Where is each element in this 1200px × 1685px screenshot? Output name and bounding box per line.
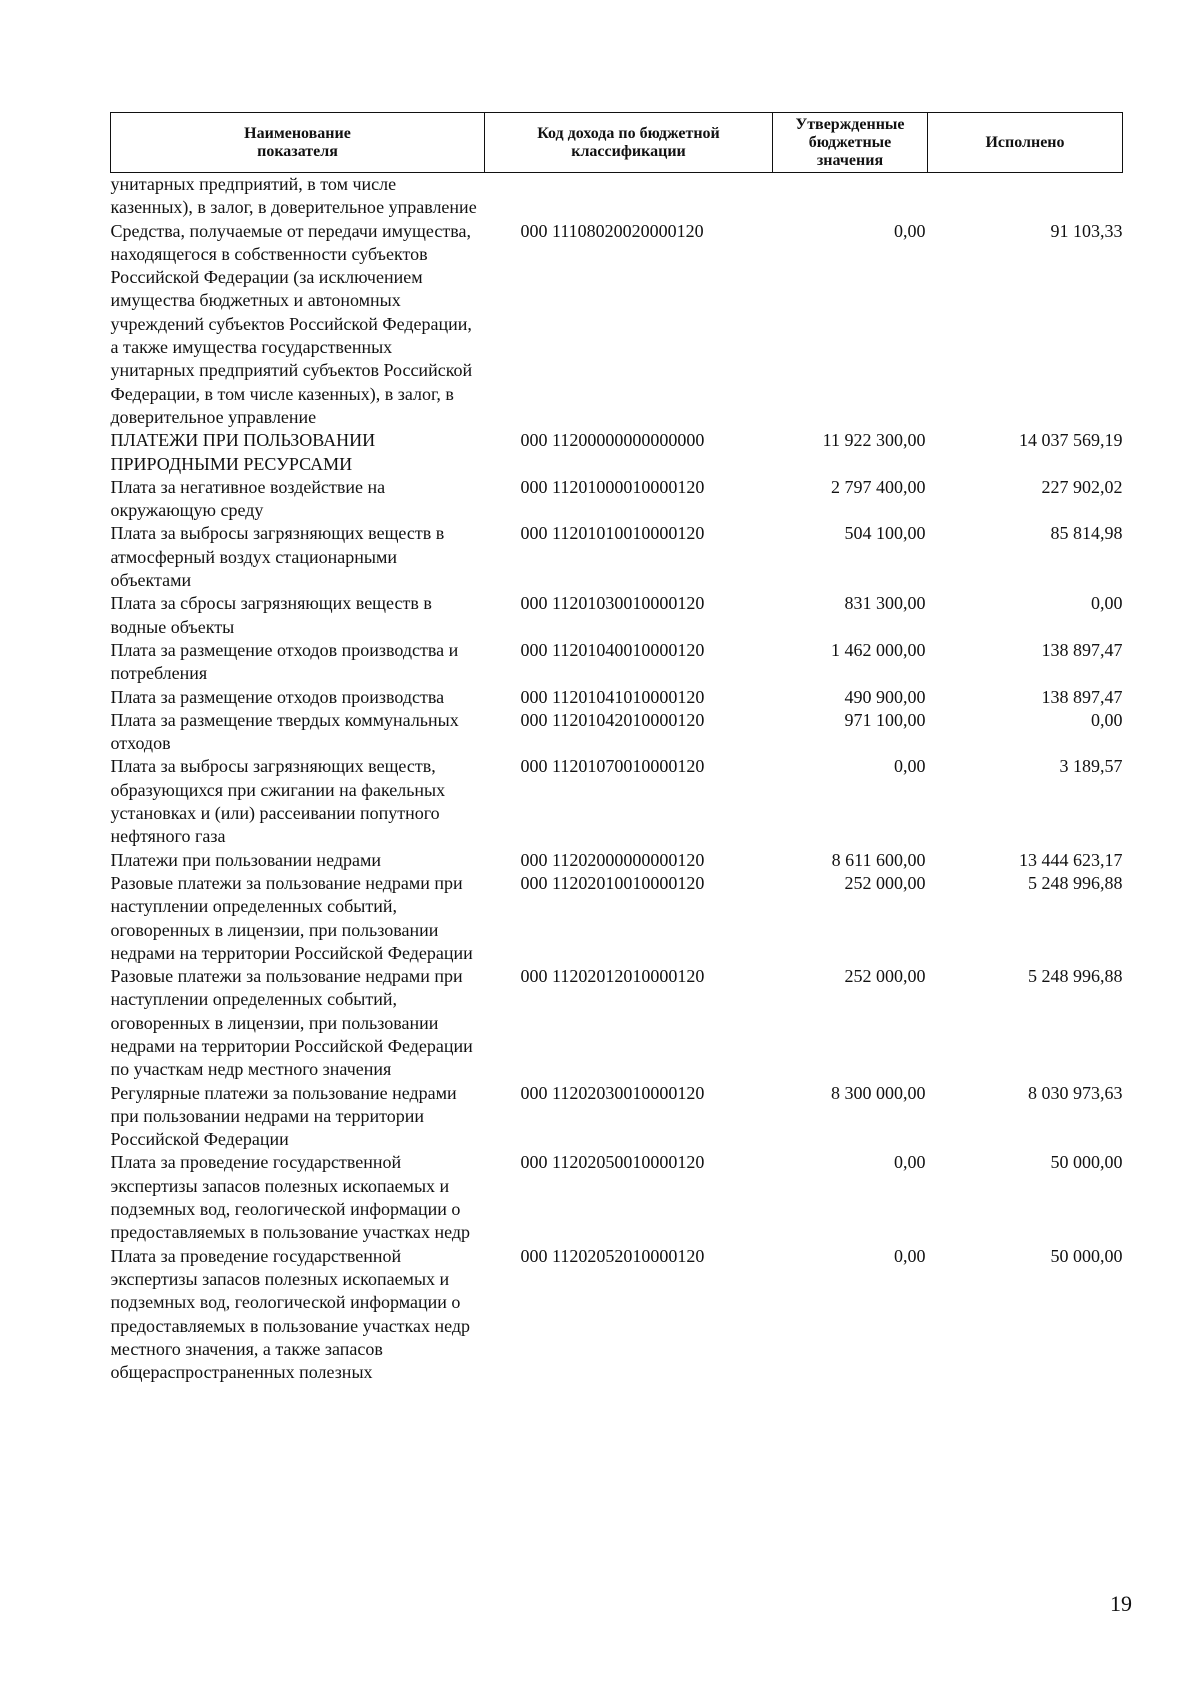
- cell-done: 13 444 623,17: [1019, 849, 1123, 870]
- cell-name: Плата за размещение отходов производства: [110, 686, 445, 707]
- cell-plan: 8 300 000,00: [831, 1082, 926, 1103]
- cell-plan: 1 462 000,00: [831, 639, 926, 660]
- cell-code: 000 11200000000000000: [520, 430, 705, 451]
- table-row: [111, 522, 1123, 592]
- table-row: [111, 709, 1123, 756]
- cell-name: Средства, получаемые от передачи имущества, находящегося в собственности субъектов Российской Федерации (за исключением имущества бюджетных и автономных учреждений субъектов Российской Федерации, а также имущества государственных унитарных предприятий субъектов Российской Федерации, в том числе казенных), в залог, в доверительное управление: [110, 220, 473, 427]
- cell-code: 000 11201000010000120: [520, 476, 705, 497]
- cell-plan: 252 000,00: [844, 872, 926, 893]
- budget-income-table: [110, 112, 1123, 1384]
- cell-name: Регулярные платежи за пользование недрами при пользовании недрами на территории Российской Федерации: [110, 1082, 457, 1150]
- cell-name: Разовые платежи за пользование недрами при наступлении определенных событий, оговоренных в лицензии, при пользовании недрами на территории Российской Федерации: [110, 872, 473, 963]
- cell-plan: 252 000,00: [844, 966, 926, 987]
- table-row: [111, 1151, 1123, 1244]
- table-row: [111, 686, 1123, 709]
- cell-done: 138 897,47: [1041, 686, 1123, 707]
- cell-plan: 0,00: [894, 220, 926, 241]
- cell-done: 138 897,47: [1041, 639, 1123, 660]
- cell-done: 14 037 569,19: [1019, 430, 1123, 451]
- cell-code: 000 11108020020000120: [520, 220, 704, 241]
- cell-done: 8 030 973,63: [1028, 1082, 1123, 1103]
- cell-plan: 2 797 400,00: [831, 476, 926, 497]
- cell-done: 3 189,57: [1059, 756, 1123, 777]
- cell-done: [928, 173, 1123, 220]
- cell-code: 000 11201042010000120: [520, 709, 705, 730]
- cell-code: [485, 173, 773, 220]
- cell-code: 000 11202012010000120: [520, 966, 705, 987]
- cell-plan: 971 100,00: [844, 709, 926, 730]
- cell-code: 000 11202050010000120: [520, 1152, 705, 1173]
- header-name: Наименование показателя: [111, 113, 485, 173]
- cell-code: 000 11202010010000120: [520, 872, 705, 893]
- cell-done: 5 248 996,88: [1028, 966, 1123, 987]
- cell-done: 0,00: [1091, 593, 1123, 614]
- table-body: [111, 173, 1123, 1385]
- cell-plan: 504 100,00: [844, 523, 926, 544]
- cell-name: Платежи при пользовании недрами: [110, 849, 381, 870]
- cell-done: 85 814,98: [1050, 523, 1123, 544]
- cell-done: 0,00: [1091, 709, 1123, 730]
- cell-plan: 0,00: [894, 1152, 926, 1173]
- cell-code: 000 11201041010000120: [520, 686, 705, 707]
- cell-name: Плата за размещение отходов производства и потребления: [110, 639, 459, 684]
- cell-name: Плата за размещение твердых коммунальных отходов: [110, 709, 459, 754]
- cell-done: 91 103,33: [1050, 220, 1123, 241]
- page-number: 19: [1110, 1591, 1132, 1616]
- cell-plan: 8 611 600,00: [831, 849, 926, 870]
- cell-plan: 831 300,00: [844, 593, 926, 614]
- cell-name: Разовые платежи за пользование недрами при наступлении определенных событий, оговоренных в лицензии, при пользовании недрами на территории Российской Федерации по участкам недр местного значения: [110, 966, 473, 1080]
- table-row: [111, 1082, 1123, 1152]
- cell-name: Плата за негативное воздействие на окружающую среду: [110, 476, 386, 521]
- cell-plan: 11 922 300,00: [822, 430, 926, 451]
- header-code: Код дохода по бюджетной классификации: [485, 113, 773, 173]
- cell-done: 50 000,00: [1050, 1245, 1123, 1266]
- cell-plan: 0,00: [894, 1245, 926, 1266]
- cell-name: Плата за проведение государственной экспертизы запасов полезных ископаемых и подземных вод, геологической информации о предоставляемых в пользование участках недр местного значения, а также запасов общераспространенных полезных: [110, 1245, 471, 1383]
- cell-code: 000 11201040010000120: [520, 639, 705, 660]
- table-row: [111, 220, 1123, 430]
- table-row: [111, 429, 1123, 476]
- cell-plan: 0,00: [894, 756, 926, 777]
- table-row: [111, 755, 1123, 848]
- cell-name: ПЛАТЕЖИ ПРИ ПОЛЬЗОВАНИИ ПРИРОДНЫМИ РЕСУРСАМИ: [110, 430, 376, 474]
- table-row: [111, 965, 1123, 1081]
- table-row: [111, 639, 1123, 686]
- table-row: [111, 1245, 1123, 1385]
- cell-name: унитарных предприятий, в том числе казенных), в залог, в доверительное управление: [110, 174, 477, 218]
- cell-name: Плата за выбросы загрязняющих веществ, образующихся при сжигании на факельных установках и (или) рассеивании попутного нефтяного газа: [110, 756, 446, 847]
- cell-code: 000 11202052010000120: [520, 1245, 705, 1266]
- cell-code: 000 11201010010000120: [520, 523, 705, 544]
- cell-name: Плата за выбросы загрязняющих веществ в атмосферный воздух стационарными объектами: [110, 523, 445, 591]
- cell-plan: 490 900,00: [844, 686, 926, 707]
- cell-code: 000 11201070010000120: [520, 756, 705, 777]
- table-header: [111, 113, 1123, 173]
- table-row: [111, 872, 1123, 965]
- cell-done: 5 248 996,88: [1028, 872, 1123, 893]
- cell-plan: [773, 173, 928, 220]
- header-plan: Утвержденные бюджетные значения: [773, 113, 928, 173]
- cell-done: 50 000,00: [1050, 1152, 1123, 1173]
- table-row: [111, 173, 1123, 220]
- cell-code: 000 11201030010000120: [520, 593, 705, 614]
- table-row: [111, 849, 1123, 872]
- table-row: [111, 592, 1123, 639]
- cell-name: Плата за проведение государственной экспертизы запасов полезных ископаемых и подземных вод, геологической информации о предоставляемых в пользование участках недр: [110, 1152, 471, 1243]
- table-row: [111, 476, 1123, 523]
- cell-code: 000 11202030010000120: [520, 1082, 705, 1103]
- cell-done: 227 902,02: [1041, 476, 1123, 497]
- cell-code: 000 11202000000000120: [520, 849, 705, 870]
- header-done: Исполнено: [928, 113, 1123, 173]
- cell-name: Плата за сбросы загрязняющих веществ в водные объекты: [110, 593, 432, 637]
